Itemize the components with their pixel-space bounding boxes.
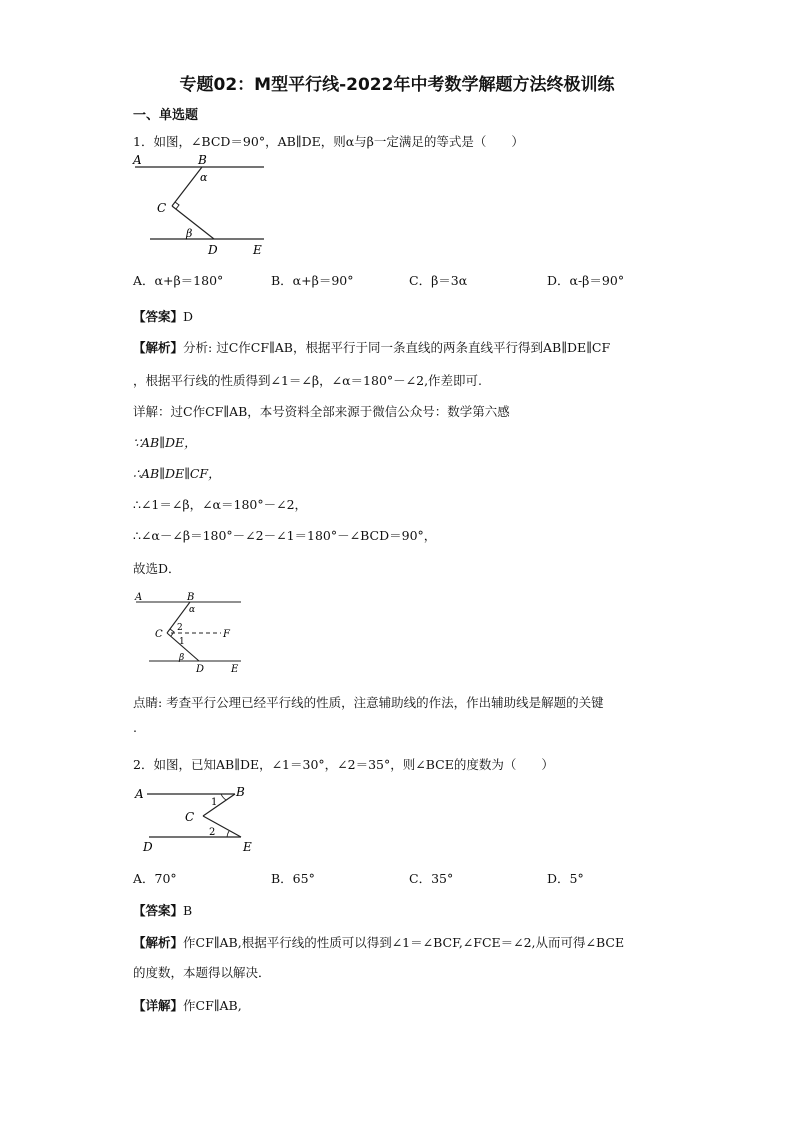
q2-answer-label: 【答案】 — [133, 903, 184, 918]
q1-comment-end: . — [133, 720, 137, 735]
page-title: 专题02：M型平行线-2022年中考数学解题方法终极训练 — [179, 75, 615, 95]
q1-step-3: ∴∠1＝∠β，∠α＝180°－∠2， — [133, 497, 308, 512]
q1-stem: 1．如图，∠BCD＝90°，AB∥DE，则α与β一定满足的等式是（ ） — [133, 134, 524, 149]
q2-figure — [133, 782, 263, 856]
q2-detail-text: 作CF∥AB, — [183, 998, 242, 1013]
q1-detail-line: 详解：过C作CF∥AB，本号资料全部来源于微信公众号：数学第六感 — [133, 404, 510, 419]
q1-option-d: D．α-β＝90° — [547, 273, 625, 288]
q1-conclusion: 故选D． — [133, 561, 181, 576]
q2-analysis-line1 — [133, 933, 624, 951]
q1-fig-label-e: E — [253, 243, 262, 257]
q1-answer — [133, 307, 193, 325]
q1-sol-label-d: D — [196, 664, 205, 674]
q1-fig-label-alpha: α — [200, 171, 208, 184]
q2-answer — [133, 901, 192, 919]
q2-option-b: B．65° — [271, 871, 315, 886]
q1-sol-label-two: 2 — [177, 623, 183, 633]
q1-fig-label-c: C — [157, 201, 167, 215]
q1-comment: 点睛: 考查平行公理已经平行线的性质，注意辅助线的作法，作出辅助线是解题的关键 — [133, 695, 604, 710]
q1-option-a: A．α+β＝180° — [133, 273, 224, 288]
section-heading: 一、单选题 — [133, 108, 199, 123]
q1-option-b: B．α+β＝90° — [271, 273, 354, 288]
q2-fig-label-one: 1 — [211, 797, 218, 808]
q1-step-1: ∵AB∥DE， — [133, 435, 197, 450]
q1-sol-label-beta: β — [179, 653, 185, 663]
q1-figure — [132, 153, 266, 259]
q2-analysis-label: 【解析】 — [133, 935, 184, 950]
q1-sol-label-c: C — [155, 629, 163, 640]
q2-analysis-text: 作CF∥AB,根据平行线的性质可以得到∠1＝∠BCF,∠FCE＝∠2,从而可得∠BCE — [183, 935, 625, 950]
q2-option-d: D．5° — [547, 871, 584, 886]
q2-analysis-line2: 的度数，本题得以解决． — [133, 965, 271, 980]
q1-step-4: ∴∠α－∠β＝180°－∠2－∠1＝180°－∠BCD＝90°， — [133, 528, 437, 543]
q1-analysis-line1 — [133, 338, 610, 356]
q1-fig-label-b: B — [198, 153, 207, 167]
q1-fig-label-a: A — [133, 153, 142, 167]
q2-fig-label-e: E — [243, 840, 252, 854]
q1-answer-value: D — [183, 309, 194, 324]
q1-fig-label-beta: β — [186, 227, 193, 240]
q1-option-c: C．β＝3α — [409, 273, 468, 288]
q1-sol-label-b: B — [187, 592, 195, 603]
q1-sol-label-one: 1 — [179, 637, 185, 647]
q2-fig-label-d: D — [143, 840, 153, 854]
q2-detail-label: 【详解】 — [133, 998, 184, 1013]
q1-analysis-line2: ，根据平行线的性质得到∠1＝∠β，∠α＝180°－∠2,作差即可. — [133, 373, 483, 388]
q1-solution-figure — [133, 590, 243, 674]
q2-option-a: A．70° — [133, 871, 177, 886]
q1-sol-label-e: E — [231, 664, 239, 674]
q1-sol-label-f: F — [223, 629, 230, 640]
q1-sol-label-a: A — [135, 592, 143, 603]
q1-answer-label: 【答案】 — [133, 309, 184, 324]
q1-sol-label-alpha: α — [189, 605, 196, 615]
q1-fig-label-d: D — [208, 243, 218, 257]
q1-analysis-label: 【解析】 — [133, 340, 184, 355]
q1-analysis-text: 分析: 过C作CF∥AB，根据平行于同一条直线的两条直线平行得到AB∥DE∥CF — [183, 340, 611, 355]
q2-fig-label-a: A — [135, 787, 144, 801]
q1-step-2: ∴AB∥DE∥CF， — [133, 466, 221, 481]
q2-fig-label-b: B — [236, 785, 245, 799]
q2-fig-label-two: 2 — [209, 827, 216, 838]
q2-answer-value: B — [183, 903, 193, 918]
q2-detail — [133, 996, 242, 1014]
q2-option-c: C．35° — [409, 871, 454, 886]
q2-stem: 2．如图，已知AB∥DE，∠1＝30°，∠2＝35°，则∠BCE的度数为（ ） — [133, 757, 554, 772]
q2-fig-label-c: C — [185, 810, 195, 824]
